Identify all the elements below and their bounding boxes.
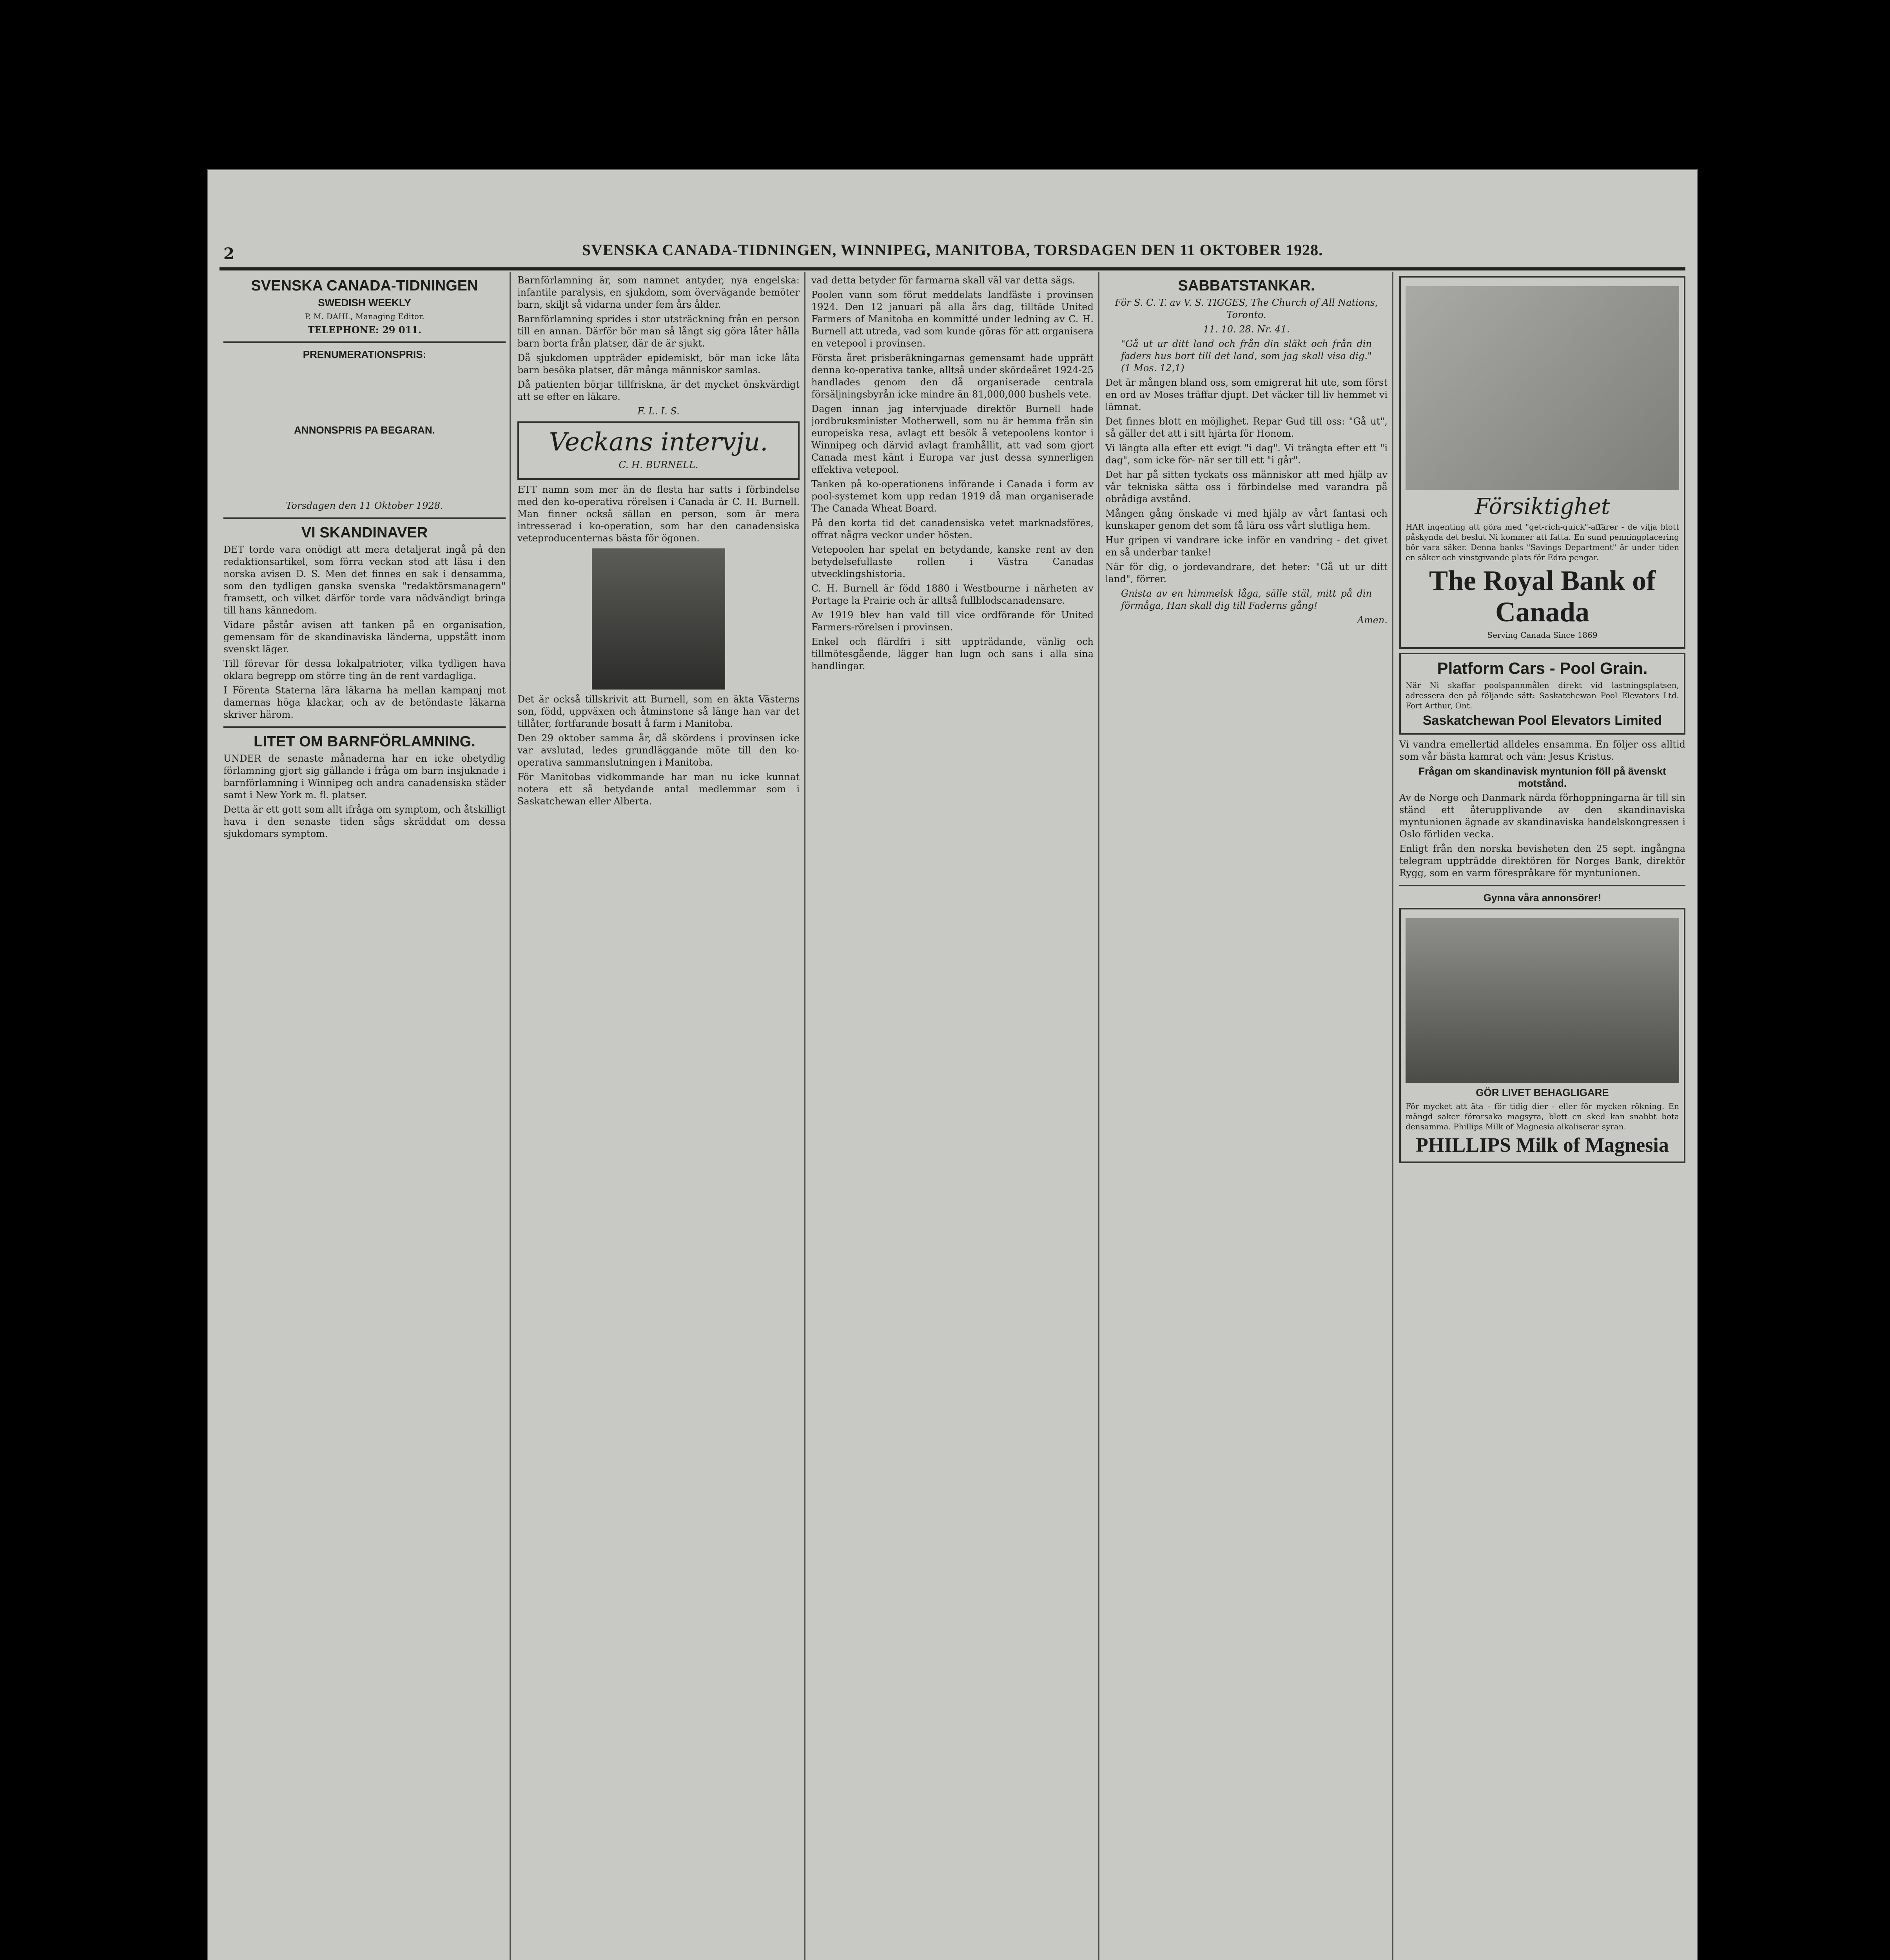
article-paragraph: Den 29 oktober samma år, då skördens i provinsen icke var avslutad, ledes grundläggande möte till den ko-operativa sammanslutningen i Manitoba. — [517, 733, 800, 768]
column-4 — [1105, 272, 1388, 1960]
article-paragraph: Mången gång önskade vi med hjälp av vårt fantasi och kunskaper genom det som få lära oss vårt slutliga hem. — [1105, 508, 1388, 531]
paper-title: SVENSKA CANADA-TIDNINGEN — [251, 278, 478, 294]
article-paragraph: Det är mången bland oss, som emigrerat hit ute, som först en ord av Moses träffar djupt. Det väcker till liv hemmet vi lämnat. — [1105, 377, 1388, 412]
article-paragraph: För Manitobas vidkommande har man nu icke kunnat notera ett så betydande antal medlemmar som i Saskatchewan eller Alberta. — [517, 771, 800, 807]
article-paragraph: Vetepoolen har spelat en betydande, kanske rent av den betydelsefullaste rollen i Västra Canadas utvecklingshistoria. — [811, 544, 1094, 579]
article-paragraph: Enligt från den norska bevisheten den 25 sept. ingångna telegram uppträdde direktören för Norges Bank, direktör Rygg, som en varm förespråkare för myntunionen. — [1399, 843, 1685, 878]
divider — [223, 726, 506, 728]
sabbath-title: SABBATSTANKAR. — [1178, 278, 1315, 294]
article-paragraph: Barnförlamning är, som namnet antyder, nya engelska: infantile paralysis, en sjukdom, som övervägande bemöter barn, skiljt så vidarna under fem års ålder. — [517, 275, 800, 310]
divider — [223, 341, 506, 343]
issue-date: Torsdagen den 11 Oktober 1928. — [286, 500, 443, 511]
cta-heading: Gynna våra annonsörer! — [1483, 892, 1602, 904]
article-paragraph: Första året prisberäkningarnas gemensamt hade upprätt denna ko-operativa tanke, alltså under skördeåret 1924-25 handlades genom den då organiserade centrala försäljningsbyrån icke mindre än 81,000,000 bushels vete. — [811, 352, 1094, 400]
editor-line: P. M. DAHL, Managing Editor. — [305, 312, 424, 321]
signature: F. L. I. S. — [637, 406, 680, 417]
article-paragraph: vad detta betyder för farmarna skall väl var detta sägs. — [811, 275, 1076, 286]
article-paragraph: Av 1919 blev han vald till vice ordförande för United Farmers-rörelsen i provinsen. — [811, 610, 1094, 633]
ad-text: HAR ingenting att göra med "get-rich-quick"-affärer - de vilja blott påskynda det beslut Ni kommer att fatta. En sund penningplacering bör vara säker. Denna banks "Savings Department" är under tiden en säker och vinstgivande plats för Edra pengar. — [1406, 522, 1679, 562]
article-paragraph: Vidare påstår avisen att tanken på en organisation, gemensam för de skandinaviska länderna, uppstått inom svenskt läger. — [223, 619, 506, 655]
article-paragraph: Det finnes blott en möjlighet. Repar Gud till oss: "Gå ut", så gäller det att i sitt hjärta för Honom. — [1105, 416, 1388, 439]
interviewee-name: C. H. BURNELL. — [619, 459, 698, 470]
article-paragraph: Det har på sitten tyckats oss människor att med hjälp av vår tekniska sätta oss i förbindelse med varandra på obrådiga avstånd. — [1105, 469, 1388, 505]
article-paragraph: C. H. Burnell är född 1880 i Westbourne i närheten av Portage la Prairie och är alltså fullblodscanadensare. — [811, 583, 1094, 606]
article-paragraph: Hur gripen vi vandrare icke inför en vandring - det givet en så underbar tanke! — [1105, 535, 1388, 558]
column-1 — [223, 272, 506, 1960]
sabbath-author: För S. C. T. av V. S. TIGGES, The Church of All Nations, Toronto. — [1115, 297, 1378, 320]
article-paragraph: När för dig, o jordevandrare, det heter: "Gå ut ur ditt land", förrer. — [1105, 561, 1388, 584]
column-divider — [804, 272, 805, 1960]
article-paragraph: Dagen innan jag intervjuade direktör Burnell hade jordbruksminister Motherwell, som nu är hemma från sin europeiska resa, avlagt ett besök å vetepoolens kontor i Winnipeg och därvid avlagt framhållit, att vad som gjort Canada mest känt i Europa var just dessa synnerligen effektiva vetepool. — [811, 403, 1094, 475]
ad-text: När Ni skaffar poolspannmålen direkt vid lastningsplatsen, adressera den på följande sätt: Saskatchewan Pool Elevators Ltd. Fort Arthur, Ont. — [1406, 681, 1679, 710]
telephone: TELEPHONE: 29 011. — [307, 324, 422, 336]
article-paragraph: Poolen vann som förut meddelats landfäste i provinsen 1924. Den 12 januari på alla års dag, tilltäde United Farmers of Manitoba en kommitté under ledning av C. H. Burnell att utreda, vad som kunde göras för att organisera en vetepool i provinsen. — [811, 289, 1094, 349]
bank-name: The Royal Bank of Canada — [1429, 565, 1656, 628]
amen: Amen. — [1357, 615, 1388, 626]
article-paragraph: Till förevar för dessa lokalpatrioter, vilka tydligen hava oklara begrepp om större ting än de rent vardagliga. — [223, 658, 506, 681]
ad-headline: Platform Cars - Pool Grain. — [1437, 659, 1648, 677]
article-paragraph: Det är också tillskrivit att Burnell, som en äkta Västerns son, född, uppväxen och åtminstone så länge han var det tillåter, fortfarande bosatt å farm i Manitoba. — [517, 694, 800, 729]
divider — [223, 517, 506, 519]
column-divider — [1392, 272, 1393, 1960]
subscription-table — [223, 363, 506, 422]
ad-headline: GÖR LIVET BEHAGLIGARE — [1476, 1087, 1609, 1098]
article-title: VI SKANDINAVER — [301, 524, 428, 541]
article-paragraph: DET torde vara onödigt att mera detaljerat ingå på den redaktionsartikel, som förra veckan stod att läsa i den norska avisen D. S. Men det finnes en sak i densamma, som den tydligen ganska svenska "redaktörsmanagern" framsett, och vilket därför torde vara nödvändigt bringa till hans kännedom. — [223, 544, 506, 616]
pool-elevators-ad — [1399, 653, 1685, 735]
masthead-rule — [219, 267, 1685, 270]
portrait-photo — [592, 548, 725, 690]
ad-rates-heading: ANNONSPRIS PA BEGARAN. — [294, 424, 435, 436]
ad-photo — [1406, 918, 1679, 1083]
column-2 — [517, 272, 800, 1960]
article-paragraph: Tanken på ko-operationens införande i Canada i form av pool-systemet kom upp redan 1919 då man organiserade The Canada Wheat Board. — [811, 479, 1094, 514]
scripture-quote: "Gå ut ur ditt land och från din släkt och från din faders hus bort till det land, som jag skall visa dig." (1 Mos. 12,1) — [1121, 338, 1372, 374]
sabbath-date: 11. 10. 28. Nr. 41. — [1203, 324, 1290, 335]
article-title: LITET OM BARNFÖRLAMNING. — [254, 733, 475, 750]
column-divider — [1098, 272, 1099, 1960]
subscription-heading: PRENUMERATIONSPRIS: — [303, 348, 426, 360]
royal-bank-ad — [1399, 276, 1685, 649]
article-paragraph: Enkel och flärdfri i sitt uppträdande, vänlig och tillmötesgående, lägger han lugn och sans i alla sina handlingar. — [811, 636, 1094, 671]
article-paragraph: Barnförlamning sprides i stor utsträckning från en person till en annan. Därför bör man så långt sig göra låter hålla barn borta från platser, där de är sjukt. — [517, 314, 800, 349]
article-paragraph: På den korta tid det canadensiska vetet marknadsföres, offrat några veckor under hösten. — [811, 517, 1094, 541]
article-paragraph: Vi längta alla efter ett evigt "i dag". Vi trängta efter ett "i dag", som icke för- när ser till ett "i går". — [1105, 443, 1388, 466]
interview-header — [517, 421, 800, 480]
interview-title: Veckans intervju. — [549, 428, 768, 457]
column-3 — [811, 272, 1094, 1960]
article-paragraph: Då sjukdomen uppträder epidemiskt, bör man icke låta barn besöka platser, där många människor samlas. — [517, 352, 800, 376]
phillips-ad — [1399, 908, 1685, 1163]
brand-name: PHILLIPS Milk of Magnesia — [1416, 1134, 1669, 1156]
article-paragraph: Då patienten börjar tillfriskna, är det mycket önskvärdigt att se efter en läkare. — [517, 379, 800, 402]
article-paragraph: UNDER de senaste månaderna har en icke obetydlig förlamning gjort sig gällande i fråga om barn insjuknade i barnförlamning i Winnipeg och andra canadensiska städer samt i New York m. fl. platser. — [223, 753, 506, 800]
ad-headline: Försiktighet — [1475, 494, 1610, 519]
paper-subtitle: SWEDISH WEEKLY — [318, 297, 411, 309]
column-5 — [1399, 272, 1685, 1960]
article-paragraph: I Förenta Staterna lära läkarna ha mellan kampanj mot damernas höga klackar, och av de betöndaste läkarna skriver härom. — [223, 685, 506, 720]
ad-text: För mycket att äta - för tidig dier - eller för mycken rökning. En mängd saker förorsaka magsyra, blott en sked kan snabbt bota densamma. Phillips Milk of Magnesia alkaliserar syran. — [1406, 1102, 1679, 1131]
article-paragraph: Detta är ett gott som allt ifråga om symptom, och åtskilligt hava i den senaste tiden sågs skräddat om dessa sjukdomars symptom. — [223, 804, 506, 839]
article-title: Frågan om skandinavisk myntunion föll på ävenskt motstånd. — [1418, 765, 1666, 789]
company-name: Saskatchewan Pool Elevators Limited — [1422, 713, 1662, 728]
newspaper-page — [207, 169, 1698, 1960]
article-paragraph: ETT namn som mer än de flesta har satts i förbindelse med den ko-operativa rörelsen i Canada är C. H. Burnell. Man finner också sällan en person, som är mera intresserad i ko-operation, som har den canadensiska veteproducenternas bästa för ögonen. — [517, 484, 800, 544]
column-divider — [510, 272, 511, 1960]
bank-tagline: Serving Canada Since 1869 — [1487, 630, 1598, 640]
masthead: SVENSKA CANADA-TIDNINGEN, WINNIPEG, MANITOBA, TORSDAGEN DEN 11 OKTOBER 1928. — [582, 241, 1323, 259]
ad-rates-table — [223, 439, 506, 497]
page-number: 2 — [223, 245, 234, 263]
article-paragraph: Av de Norge och Danmark närda förhoppningarna är till sin ständ ett återupplivande av den skandinaviska myntunionen ägnade av skandinaviska handelskongressen i Oslo förliden vecka. — [1399, 792, 1685, 840]
ad-illustration — [1406, 286, 1679, 490]
article-paragraph: Vi vandra emellertid alldeles ensamma. En följer oss alltid som vår bästa kamrat och vän: Jesus Kristus. — [1399, 739, 1685, 762]
poem: Gnista av en himmelsk låga, sälle stäl, mitt på din förmåga, Han skall dig till Faderns gång! — [1121, 588, 1372, 611]
divider — [1399, 885, 1685, 886]
